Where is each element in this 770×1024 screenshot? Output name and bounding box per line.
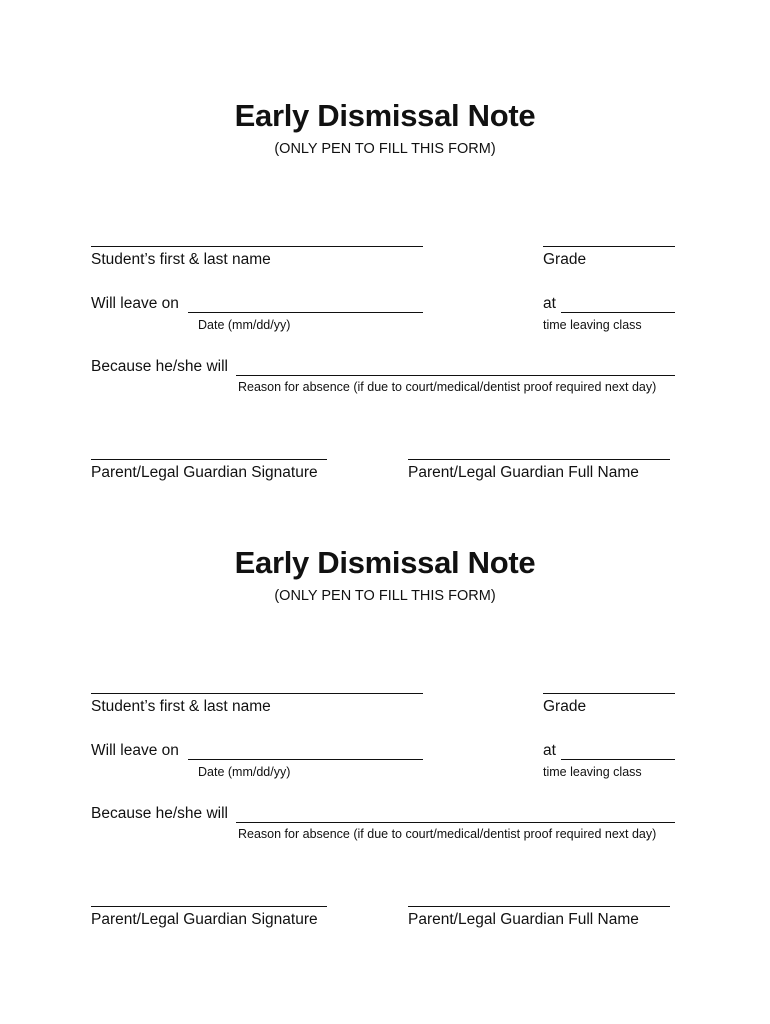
dismissal-note-1 (0, 0, 770, 481)
date-hint: Date (mm/dd/yy) (198, 318, 291, 332)
will-leave-on-label: Will leave on (91, 295, 179, 312)
student-name-label: Student’s first & last name (91, 698, 271, 715)
note-title: Early Dismissal Note (234, 98, 536, 133)
because-label: Because he/she will (91, 805, 228, 822)
time-hint: time leaving class (543, 765, 642, 779)
grade-label: Grade (543, 251, 587, 268)
leave-time-field[interactable] (561, 759, 675, 760)
because-label: Because he/she will (91, 358, 228, 375)
signature-field[interactable] (91, 906, 327, 907)
note-title: Early Dismissal Note (234, 545, 536, 580)
grade-field[interactable] (543, 693, 675, 694)
grade-field[interactable] (543, 246, 675, 247)
full-name-field[interactable] (408, 906, 670, 907)
leave-date-field[interactable] (188, 759, 423, 760)
reason-field[interactable] (236, 375, 675, 376)
full-name-label: Parent/Legal Guardian Full Name (408, 911, 639, 928)
signature-label: Parent/Legal Guardian Signature (91, 911, 318, 928)
dismissal-note-2 (0, 447, 770, 928)
date-hint: Date (mm/dd/yy) (198, 765, 291, 779)
grade-label: Grade (543, 698, 587, 715)
signature-label: Parent/Legal Guardian Signature (91, 464, 318, 481)
will-leave-on-label: Will leave on (91, 742, 179, 759)
leave-date-field[interactable] (188, 312, 423, 313)
reason-hint: Reason for absence (if due to court/medical/dentist proof required next day) (238, 827, 657, 841)
leave-time-field[interactable] (561, 312, 675, 313)
student-name-field[interactable] (91, 693, 423, 694)
reason-field[interactable] (236, 822, 675, 823)
full-name-label: Parent/Legal Guardian Full Name (408, 464, 639, 481)
note-subtitle: (ONLY PEN TO FILL THIS FORM) (274, 141, 496, 157)
at-label: at (543, 295, 556, 312)
student-name-label: Student’s first & last name (91, 251, 271, 268)
student-name-field[interactable] (91, 246, 423, 247)
at-label: at (543, 742, 556, 759)
note-subtitle: (ONLY PEN TO FILL THIS FORM) (274, 588, 496, 604)
time-hint: time leaving class (543, 318, 642, 332)
reason-hint: Reason for absence (if due to court/medical/dentist proof required next day) (238, 380, 657, 394)
